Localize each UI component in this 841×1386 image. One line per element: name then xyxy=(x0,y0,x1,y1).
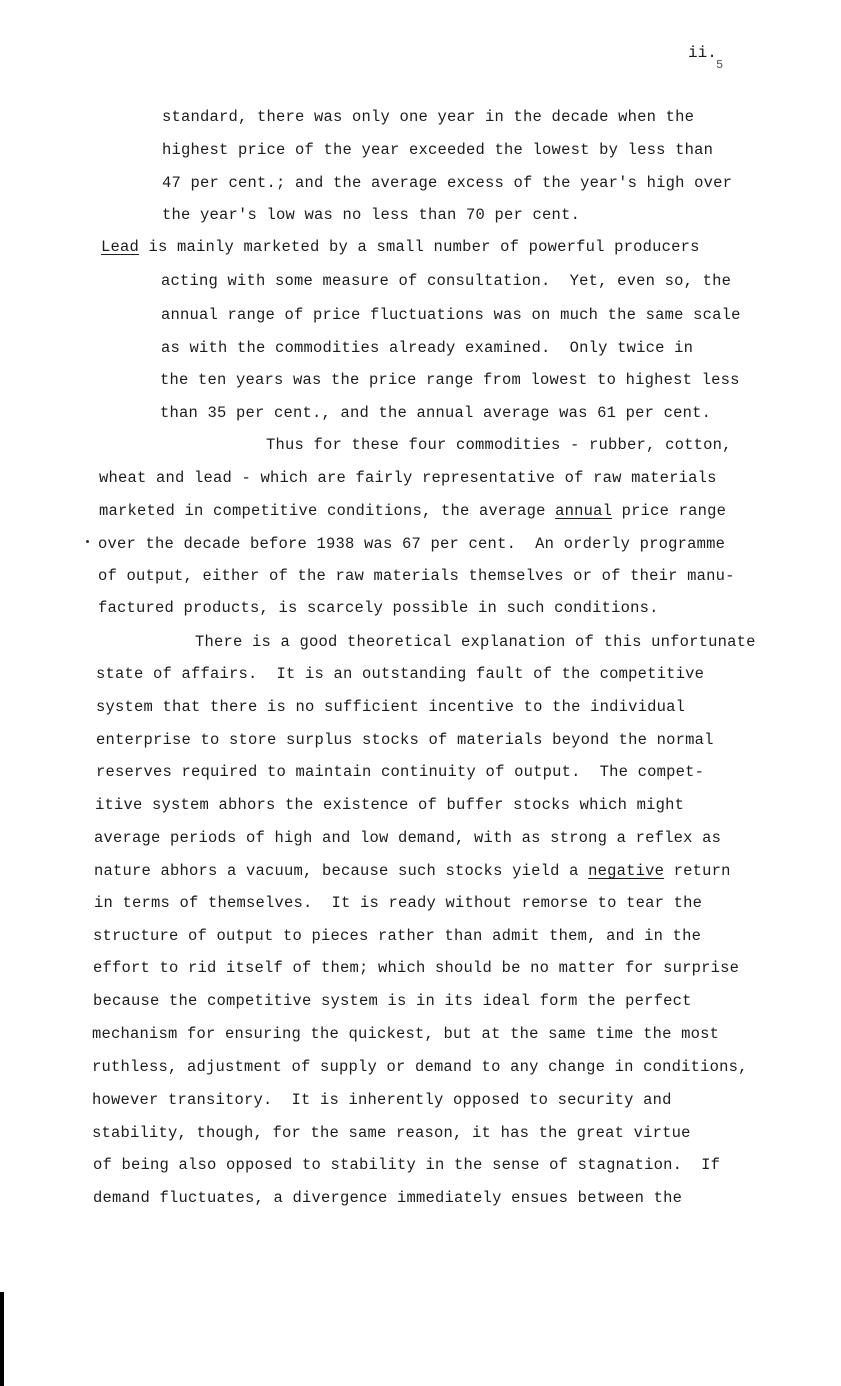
text-line: the ten years was the price range from lowest to highest less xyxy=(160,371,740,389)
text-line: the year's low was no less than 70 per cent. xyxy=(162,206,581,224)
text-line: itive system abhors the existence of buffer stocks which might xyxy=(95,796,685,814)
text-line: demand fluctuates, a divergence immediately ensues between the xyxy=(93,1189,683,1207)
text-line: annual range of price fluctuations was on much the same scale xyxy=(161,306,741,324)
text-line: acting with some measure of consultation. Yet, even so, the xyxy=(161,272,732,290)
text-line: highest price of the year exceeded the lowest by less than xyxy=(162,141,714,159)
text-span: nature abhors a vacuum, because such stocks yield a xyxy=(94,862,589,880)
text-line: structure of output to pieces rather than admit them, and in the xyxy=(93,927,702,945)
text-line: factured products, is scarcely possible in such conditions. xyxy=(98,599,659,617)
text-line: state of affairs. It is an outstanding fault of the competitive xyxy=(96,665,705,683)
page-number: ii. xyxy=(688,44,717,62)
text-line: in terms of themselves. It is ready without remorse to tear the xyxy=(94,894,703,912)
text-line: however transitory. It is inherently opposed to security and xyxy=(92,1091,672,1109)
text-line: enterprise to store surplus stocks of materials beyond the normal xyxy=(96,731,714,749)
text-line: effort to rid itself of them; which should be no matter for surprise xyxy=(93,959,740,977)
text-line: system that there is no sufficient incentive to the individual xyxy=(96,698,686,716)
text-line: mechanism for ensuring the quickest, but at the same time the most xyxy=(92,1025,720,1043)
text-line: average periods of high and low demand, with as strong a reflex as xyxy=(94,829,722,847)
text-line: standard, there was only one year in the decade when the xyxy=(162,108,695,126)
text-line: There is a good theoretical explanation of this unfortunate xyxy=(195,633,756,651)
text-line: as with the commodities already examined. Only twice in xyxy=(161,339,694,357)
text-span: is mainly marketed by a small number of powerful producers xyxy=(139,238,700,256)
scan-edge xyxy=(0,1292,4,1386)
text-line: because the competitive system is in its ideal form the perfect xyxy=(93,992,692,1010)
page-mark: 5 xyxy=(716,58,724,72)
text-span: price range xyxy=(612,502,727,520)
text-line: Thus for these four commodities - rubber, cotton, xyxy=(266,436,732,454)
text-line: than 35 per cent., and the annual average was 61 per cent. xyxy=(160,404,712,422)
text-line xyxy=(101,237,700,257)
text-line: 47 per cent.; and the average excess of the year's high over xyxy=(162,174,733,192)
underlined-word-lead: Lead xyxy=(101,238,140,256)
text-line: reserves required to maintain continuity of output. The compet- xyxy=(96,763,705,781)
text-span: marketed in competitive conditions, the average xyxy=(99,502,556,520)
text-line: over the decade before 1938 was 67 per cent. An orderly programme xyxy=(98,535,726,553)
underlined-word-annual: annual xyxy=(555,502,613,520)
text-line: wheat and lead - which are fairly representative of raw materials xyxy=(99,469,717,487)
underlined-word-negative: negative xyxy=(588,862,665,880)
text-line: ruthless, adjustment of supply or demand to any change in conditions, xyxy=(92,1058,748,1076)
text-line: of output, either of the raw materials themselves or of their manu- xyxy=(98,567,735,585)
text-line xyxy=(99,501,726,521)
text-line xyxy=(94,861,731,881)
text-line: of being also opposed to stability in the sense of stagnation. If xyxy=(93,1156,721,1174)
text-span: return xyxy=(664,862,731,880)
text-line: stability, though, for the same reason, it has the great virtue xyxy=(92,1124,691,1142)
margin-mark xyxy=(86,540,89,543)
